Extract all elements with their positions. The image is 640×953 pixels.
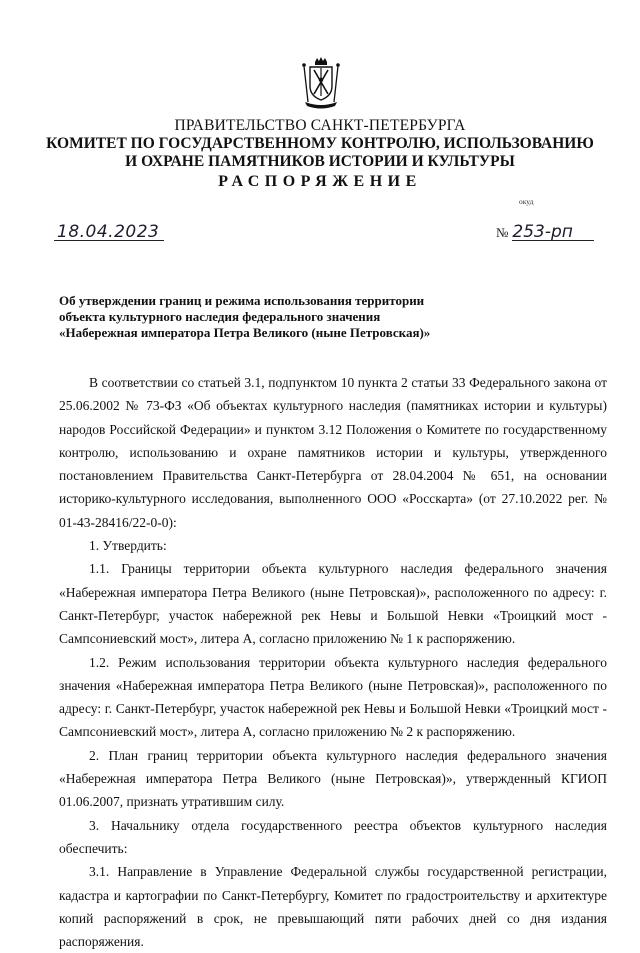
paragraph-item-1-2: 1.2. Режим использования территории объекта культурного наследия федерального значения «Набережная императора Петра Великого (ныне Петровская)», расположенного по адресу: г. Санкт-Петербург, участок набережной рек Невы и Большой Невки «Троицкий мост - Сампсониевский мост», литера А, согласно приложению № 2 к распоряжению. bbox=[59, 654, 607, 740]
government-title: ПРАВИТЕЛЬСТВО САНКТ-ПЕТЕРБУРГА bbox=[174, 117, 466, 134]
okud-label: окуд bbox=[519, 197, 534, 206]
document-subject bbox=[59, 293, 459, 341]
paragraph-item-1-1: 1.1. Границы территории объекта культурного наследия федерального значения «Набережная императора Петра Великого (ныне Петровская)», расположенного по адресу: г. Санкт-Петербург, участок набережной рек Невы и Большой Невки «Троицкий мост - Сампсониевский мост», литера А, согласно приложению № 1 к распоряжению. bbox=[59, 561, 607, 647]
paragraph-item-2: 2. План границ территории объекта культурного наследия федерального значения «Набережная императора Петра Великого (ныне Петровская)», утвержденный КГИОП 01.06.2007, признать утратившим силу. bbox=[59, 747, 607, 810]
paragraph-preamble: В соответствии со статьей 3.1, подпунктом 10 пункта 2 статьи 33 Федерального закона от 25.06.2002 № 73-ФЗ «Об объектах культурного наследия (памятниках истории и культуры) народов Российской Федерации» и пунктом 3.12 Положения о Комитете по государственному контролю, использованию и охране памятников истории и культуры, утвержденного постановлением Правительства Санкт-Петербурга от 28.04.2004 № 651, на основании историко-культурного исследования, выполненного ООО «Росскарта» (от 27.10.2022 рег. № 01-43-28416/22-0-0): bbox=[59, 375, 607, 530]
paragraph-item-1: 1. Утвердить: bbox=[89, 538, 167, 554]
document-date bbox=[57, 222, 159, 242]
document-body bbox=[59, 371, 607, 953]
paragraph-item-3: 3. Начальнику отдела государственного реестра объектов культурного наследия обеспечить: bbox=[59, 817, 607, 856]
document-number bbox=[496, 222, 573, 242]
number-sign: № bbox=[496, 225, 509, 240]
paragraph-item-3-1: 3.1. Направление в Управление Федеральной службы государственной регистрации, кадастра и картографии по Санкт-Петербургу, Комитет по градостроительству и архитектуре копий распоряжений в срок, не превышающий пяти рабочих дней со дня издания распоряжения. bbox=[59, 864, 607, 950]
number-value: 253-рп bbox=[512, 222, 573, 242]
committee-title-line2: И ОХРАНЕ ПАМЯТНИКОВ ИСТОРИИ И КУЛЬТУРЫ bbox=[125, 153, 515, 170]
number-underline bbox=[512, 240, 594, 241]
subject-line: Об утверждении границ и режима использования территории bbox=[59, 293, 425, 308]
date-value: 18.04.2023 bbox=[57, 222, 160, 242]
committee-title-line1: КОМИТЕТ ПО ГОСУДАРСТВЕННОМУ КОНТРОЛЮ, ИСПОЛЬЗОВАНИЮ bbox=[46, 135, 594, 152]
subject-line: «Набережная императора Петра Великого (ныне Петровская)» bbox=[59, 325, 431, 340]
coat-of-arms-emblem bbox=[299, 56, 343, 110]
document-type-heading: РАСПОРЯЖЕНИЕ bbox=[218, 173, 422, 190]
date-underline bbox=[54, 240, 164, 241]
subject-line: объекта культурного наследия федерального значения bbox=[59, 309, 381, 324]
